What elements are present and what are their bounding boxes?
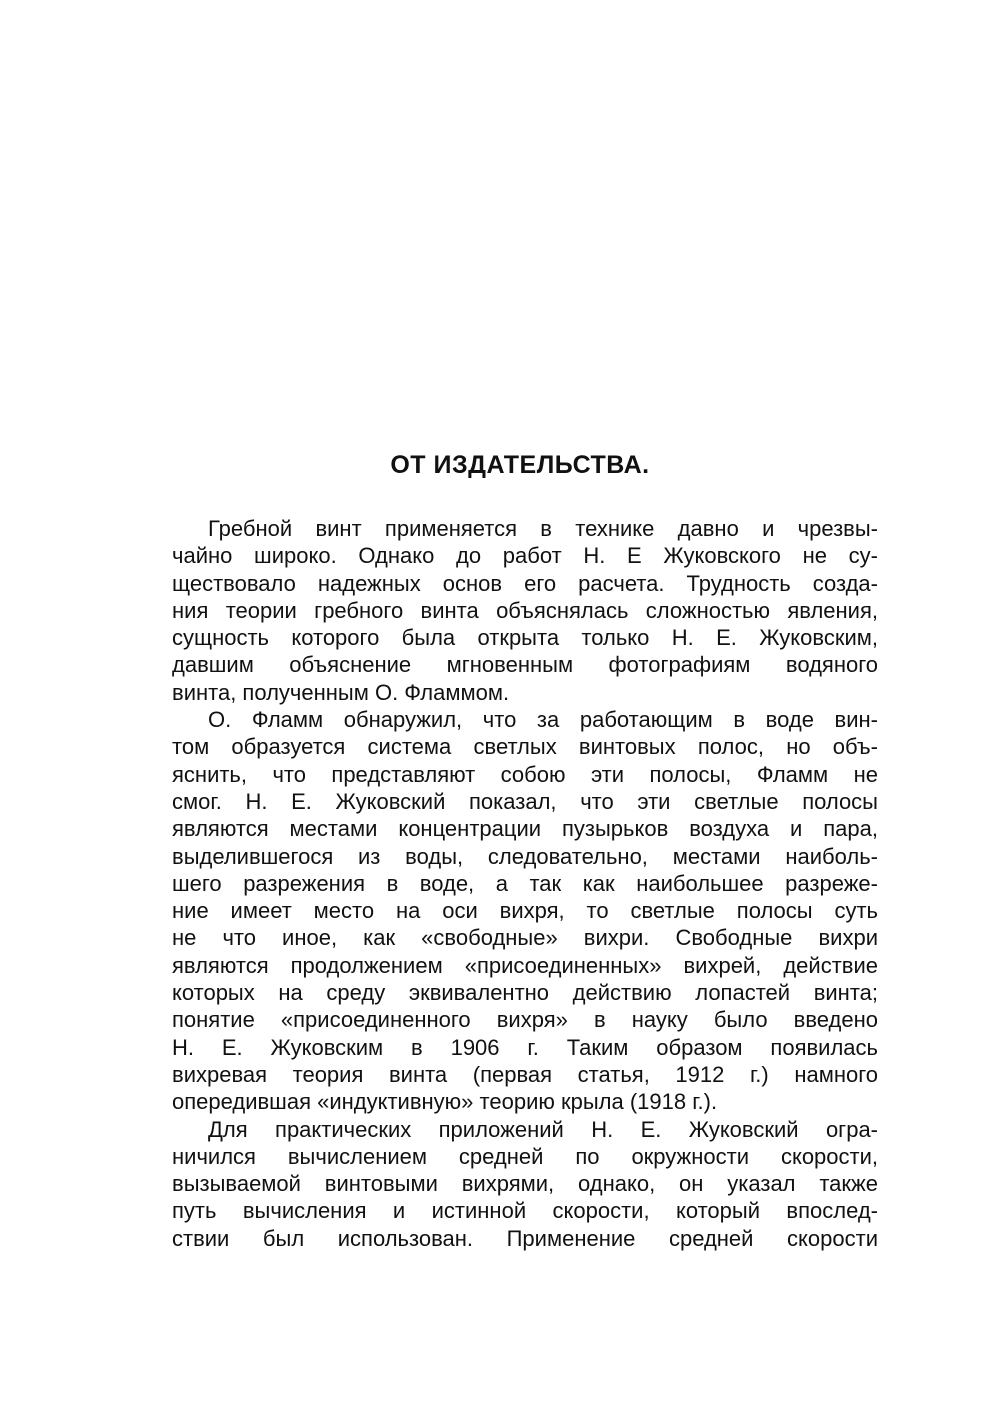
text-line: вызываемой винтовыми вихрями, однако, он указал также [172, 1171, 878, 1197]
text-line: выделившегося из воды, следовательно, местами наиболь- [172, 843, 878, 869]
text-line: Н. Е. Жуковским в 1906 г. Таким образом появилась [172, 1034, 878, 1060]
text-line: Для практических приложений Н. Е. Жуковский огра- [208, 1116, 878, 1142]
text-line: не что иное, как «свободные» вихри. Свободные вихри [172, 925, 878, 951]
text-line: путь вычисления и истинной скорости, который впослед- [172, 1198, 878, 1224]
text-line: понятие «присоединенного вихря» в науку было введено [172, 1007, 878, 1033]
text-line: сущность которого была открыта только Н. Е. Жуковским, [172, 625, 878, 651]
text-line: являются продолжением «присоединенных» вихрей, действие [172, 952, 878, 978]
text-line: вихревая теория винта (первая статья, 1912 г.) намного [172, 1061, 878, 1087]
text-line: ния теории гребного винта объяснялась сложностью явления, [172, 597, 878, 623]
body-text [172, 515, 878, 1252]
text-line: давшим объяснение мгновенным фотографиям водяного [172, 652, 878, 678]
text-line: яснить, что представляют собою эти полосы, Фламм не [172, 761, 878, 787]
text-line: ствии был использован. Применение средней скорости [172, 1225, 878, 1251]
text-line: опередившая «индуктивную» теорию крыла (1918 г.). [172, 1089, 718, 1115]
text-line: том образуется система светлых винтовых полос, но объ- [172, 734, 878, 760]
text-line: ничился вычислением средней по окружности скорости, [172, 1143, 878, 1169]
text-line: ществовало надежных основ его расчета. Трудность созда- [172, 570, 878, 596]
text-line: ние имеет место на оси вихря, то светлые полосы суть [172, 898, 878, 924]
text-line: чайно широко. Однако до работ Н. Е Жуковского не су- [172, 543, 878, 569]
text-line: Гребной винт применяется в технике давно и чрезвы- [208, 516, 878, 541]
section-heading: ОТ ИЗДАТЕЛЬСТВА. [390, 451, 650, 479]
text-line: являются местами концентрации пузырьков воздуха и пара, [172, 816, 878, 842]
text-line: шего разрежения в воде, а так как наибольшее разреже- [172, 870, 878, 896]
text-line: О. Фламм обнаружил, что за работающим в воде вин- [208, 707, 878, 733]
text-line: винта, полученным О. Фламмом. [172, 679, 510, 705]
text-line: которых на среду эквивалентно действию лопастей винта; [172, 980, 878, 1006]
text-line: смог. Н. Е. Жуковский показал, что эти светлые полосы [172, 788, 878, 814]
